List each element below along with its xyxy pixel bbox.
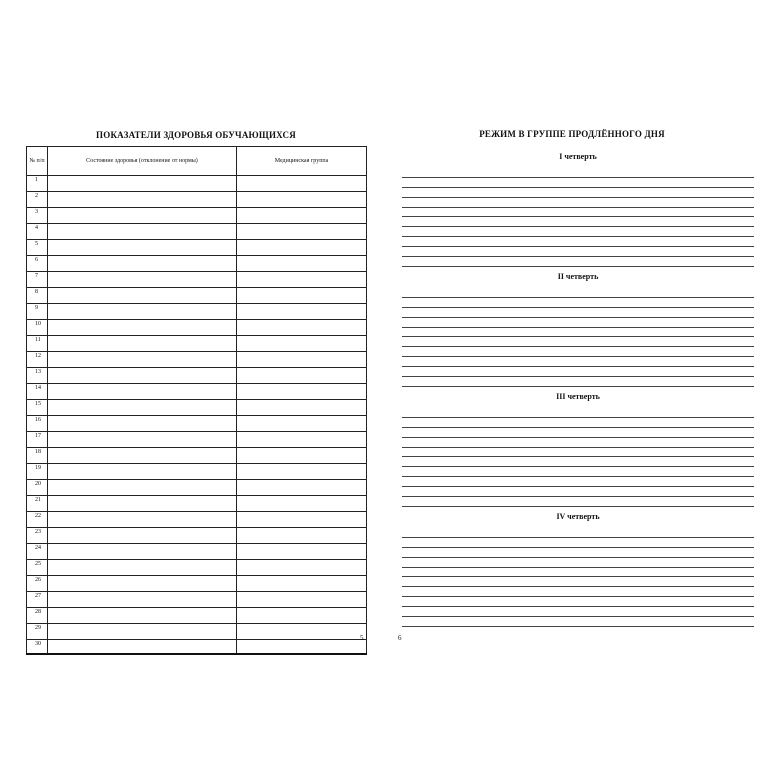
table-row <box>27 384 367 400</box>
page-number: 6 <box>398 634 402 642</box>
row-number: 3 <box>27 208 48 224</box>
health-condition-cell <box>48 528 237 544</box>
medical-group-cell <box>237 464 367 480</box>
writing-line <box>402 558 754 568</box>
row-number: 6 <box>27 256 48 272</box>
row-number: 19 <box>27 464 48 480</box>
medical-group-cell <box>237 480 367 496</box>
table-row <box>27 448 367 464</box>
writing-line <box>402 308 754 318</box>
writing-line <box>402 257 754 267</box>
row-number: 13 <box>27 368 48 384</box>
row-number: 10 <box>27 320 48 336</box>
table-row <box>27 320 367 336</box>
medical-group-cell <box>237 272 367 288</box>
writing-line <box>402 357 754 367</box>
health-condition-cell <box>48 480 237 496</box>
medical-group-cell <box>237 240 367 256</box>
table-row <box>27 368 367 384</box>
health-condition-cell <box>48 336 237 352</box>
table-row <box>27 624 367 640</box>
medical-group-cell <box>237 304 367 320</box>
writing-line <box>402 288 754 298</box>
writing-line <box>402 448 754 458</box>
medical-group-cell <box>237 432 367 448</box>
health-condition-cell <box>48 384 237 400</box>
medical-group-cell <box>237 384 367 400</box>
writing-lines <box>402 288 754 387</box>
medical-group-cell <box>237 576 367 592</box>
quarter-title: II четверть <box>557 272 599 281</box>
row-number: 18 <box>27 448 48 464</box>
medical-group-cell <box>237 528 367 544</box>
writing-line <box>402 237 754 247</box>
medical-group-cell <box>237 624 367 640</box>
quarter-section-1 <box>402 152 754 267</box>
medical-group-cell <box>237 208 367 224</box>
page-title: ПОКАЗАТЕЛИ ЗДОРОВЬЯ ОБУЧАЮЩИХСЯ <box>96 130 296 140</box>
writing-line <box>402 497 754 507</box>
column-header-medical-group: Медицинская группа <box>237 147 367 176</box>
quarter-section-2 <box>402 272 754 387</box>
quarter-title: I четверть <box>559 152 597 161</box>
health-condition-cell <box>48 272 237 288</box>
writing-lines <box>402 528 754 627</box>
medical-group-cell <box>237 592 367 608</box>
health-condition-cell <box>48 240 237 256</box>
row-number: 16 <box>27 416 48 432</box>
table-row <box>27 560 367 576</box>
table-row <box>27 192 367 208</box>
writing-line <box>402 178 754 188</box>
writing-line <box>402 168 754 178</box>
row-number: 2 <box>27 192 48 208</box>
writing-line <box>402 208 754 218</box>
row-number: 28 <box>27 608 48 624</box>
quarter-section-3 <box>402 392 754 507</box>
medical-group-cell <box>237 544 367 560</box>
writing-line <box>402 298 754 308</box>
writing-line <box>402 597 754 607</box>
table-row <box>27 464 367 480</box>
table-row <box>27 528 367 544</box>
health-condition-cell <box>48 544 237 560</box>
writing-line <box>402 607 754 617</box>
row-number: 14 <box>27 384 48 400</box>
writing-line <box>402 428 754 438</box>
table-row <box>27 272 367 288</box>
writing-line <box>402 568 754 578</box>
medical-group-cell <box>237 608 367 624</box>
medical-group-cell <box>237 224 367 240</box>
medical-group-cell <box>237 512 367 528</box>
health-table-body <box>27 176 367 655</box>
table-row <box>27 432 367 448</box>
row-number: 26 <box>27 576 48 592</box>
health-condition-cell <box>48 448 237 464</box>
health-condition-cell <box>48 352 237 368</box>
health-condition-cell <box>48 368 237 384</box>
health-condition-cell <box>48 320 237 336</box>
table-row <box>27 496 367 512</box>
writing-line <box>402 377 754 387</box>
writing-line <box>402 328 754 338</box>
medical-group-cell <box>237 496 367 512</box>
row-number: 15 <box>27 400 48 416</box>
health-condition-cell <box>48 432 237 448</box>
writing-line <box>402 617 754 627</box>
writing-line <box>402 367 754 377</box>
health-condition-cell <box>48 176 237 192</box>
page-title: РЕЖИМ В ГРУППЕ ПРОДЛЁННОГО ДНЯ <box>479 129 665 139</box>
table-row <box>27 208 367 224</box>
table-row <box>27 640 367 655</box>
table-row <box>27 240 367 256</box>
medical-group-cell <box>237 560 367 576</box>
health-condition-cell <box>48 512 237 528</box>
table-header-row <box>27 147 367 176</box>
writing-line <box>402 528 754 538</box>
medical-group-cell <box>237 352 367 368</box>
health-condition-cell <box>48 624 237 640</box>
table-row <box>27 480 367 496</box>
writing-line <box>402 477 754 487</box>
page-number: 5 <box>360 634 364 642</box>
row-number: 7 <box>27 272 48 288</box>
row-number: 23 <box>27 528 48 544</box>
writing-line <box>402 188 754 198</box>
row-number: 30 <box>27 640 48 655</box>
medical-group-cell <box>237 192 367 208</box>
health-condition-cell <box>48 256 237 272</box>
medical-group-cell <box>237 416 367 432</box>
writing-line <box>402 418 754 428</box>
writing-line <box>402 548 754 558</box>
writing-lines <box>402 168 754 267</box>
health-condition-cell <box>48 496 237 512</box>
health-condition-cell <box>48 192 237 208</box>
row-number: 25 <box>27 560 48 576</box>
row-number: 11 <box>27 336 48 352</box>
table-row <box>27 176 367 192</box>
table-row <box>27 224 367 240</box>
medical-group-cell <box>237 368 367 384</box>
writing-line <box>402 337 754 347</box>
table-row <box>27 592 367 608</box>
health-condition-cell <box>48 592 237 608</box>
medical-group-cell <box>237 400 367 416</box>
table-row <box>27 400 367 416</box>
health-condition-cell <box>48 304 237 320</box>
health-condition-cell <box>48 400 237 416</box>
row-number: 20 <box>27 480 48 496</box>
table-row <box>27 256 367 272</box>
writing-line <box>402 318 754 328</box>
medical-group-cell <box>237 640 367 655</box>
table-row <box>27 544 367 560</box>
column-header-health-condition: Состояние здоровья (отклонение от нормы) <box>48 147 237 176</box>
health-condition-cell <box>48 416 237 432</box>
right-page <box>384 0 768 768</box>
column-header-number: № п/п <box>27 147 48 176</box>
medical-group-cell <box>237 448 367 464</box>
writing-lines <box>402 408 754 507</box>
row-number: 17 <box>27 432 48 448</box>
writing-line <box>402 538 754 548</box>
health-condition-cell <box>48 608 237 624</box>
table-row <box>27 512 367 528</box>
table-row <box>27 576 367 592</box>
quarter-title: III четверть <box>556 392 600 401</box>
row-number: 24 <box>27 544 48 560</box>
table-row <box>27 288 367 304</box>
medical-group-cell <box>237 336 367 352</box>
row-number: 5 <box>27 240 48 256</box>
medical-group-cell <box>237 288 367 304</box>
medical-group-cell <box>237 320 367 336</box>
row-number: 8 <box>27 288 48 304</box>
row-number: 1 <box>27 176 48 192</box>
row-number: 21 <box>27 496 48 512</box>
writing-line <box>402 347 754 357</box>
health-condition-cell <box>48 560 237 576</box>
writing-line <box>402 457 754 467</box>
table-row <box>27 336 367 352</box>
row-number: 27 <box>27 592 48 608</box>
health-condition-cell <box>48 224 237 240</box>
writing-line <box>402 217 754 227</box>
writing-line <box>402 247 754 257</box>
medical-group-cell <box>237 176 367 192</box>
table-row <box>27 416 367 432</box>
health-condition-cell <box>48 576 237 592</box>
quarter-title: IV четверть <box>556 512 600 521</box>
writing-line <box>402 408 754 418</box>
table-row <box>27 352 367 368</box>
writing-line <box>402 487 754 497</box>
row-number: 9 <box>27 304 48 320</box>
writing-line <box>402 587 754 597</box>
quarter-section-4 <box>402 512 754 627</box>
health-table <box>26 146 367 655</box>
health-condition-cell <box>48 640 237 655</box>
writing-line <box>402 198 754 208</box>
medical-group-cell <box>237 256 367 272</box>
row-number: 22 <box>27 512 48 528</box>
writing-line <box>402 438 754 448</box>
writing-line <box>402 577 754 587</box>
writing-line <box>402 467 754 477</box>
row-number: 12 <box>27 352 48 368</box>
health-condition-cell <box>48 464 237 480</box>
table-row <box>27 608 367 624</box>
table-row <box>27 304 367 320</box>
writing-line <box>402 227 754 237</box>
row-number: 4 <box>27 224 48 240</box>
health-condition-cell <box>48 288 237 304</box>
row-number: 29 <box>27 624 48 640</box>
health-condition-cell <box>48 208 237 224</box>
